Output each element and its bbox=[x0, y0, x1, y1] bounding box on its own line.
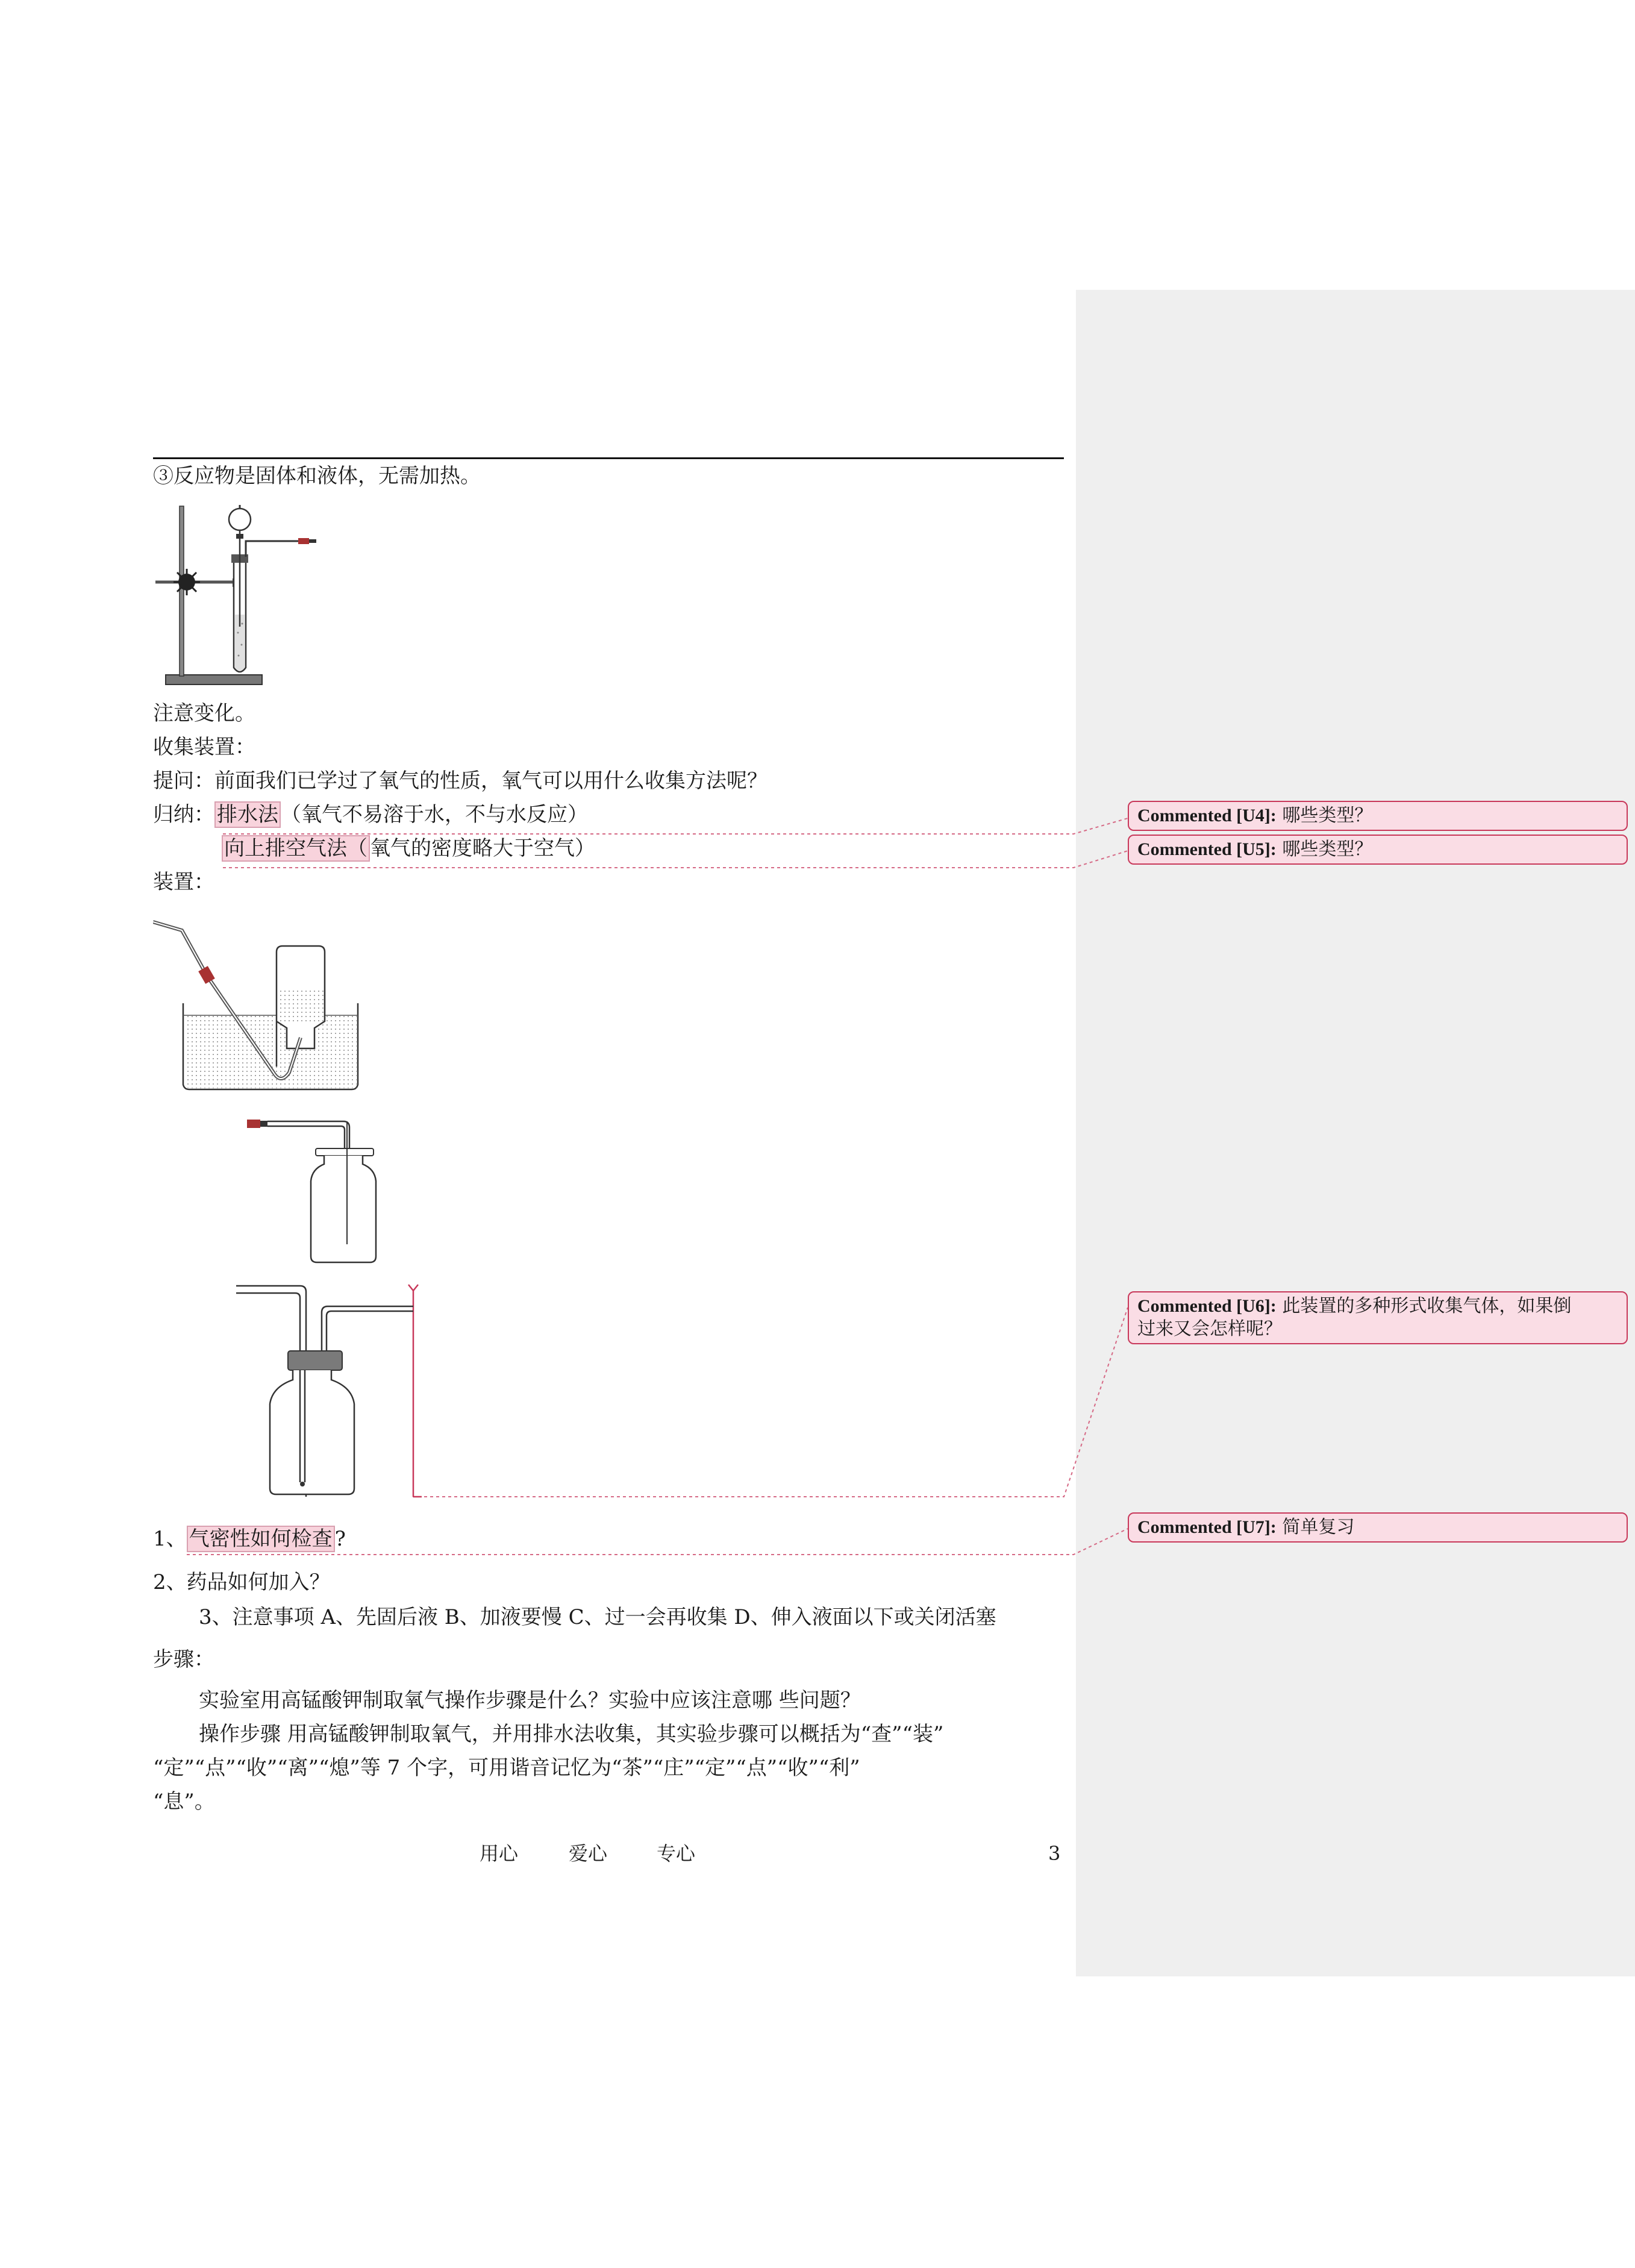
q1-line bbox=[153, 1526, 346, 1552]
comment-tag: Commented [U4]: bbox=[1137, 806, 1277, 825]
comment-u7[interactable] bbox=[1128, 1512, 1628, 1543]
comment-tag: Commented [U7]: bbox=[1137, 1517, 1277, 1537]
footer-motto-1: 用心 bbox=[480, 1842, 519, 1865]
method-water-displacement[interactable]: 排水法 bbox=[214, 801, 281, 828]
comment-text: 此装置的多种形式收集气体，如果倒 bbox=[1282, 1295, 1572, 1317]
para2-line3: “息”。 bbox=[153, 1790, 215, 1814]
comment-text: 简单复习 bbox=[1282, 1517, 1355, 1538]
method-upward-air[interactable]: 向上排空气法（ bbox=[222, 835, 370, 862]
header-rule bbox=[153, 457, 1064, 459]
comment-tag: Commented [U6]: bbox=[1137, 1296, 1277, 1316]
summary-line bbox=[153, 801, 588, 828]
q1-suffix: ? bbox=[334, 1527, 346, 1551]
gas-bottle-two-tube-figure bbox=[233, 1283, 425, 1500]
footer-motto-3: 专心 bbox=[657, 1842, 696, 1865]
footer-motto-2: 爱心 bbox=[569, 1842, 608, 1865]
device-line: 装置： bbox=[153, 870, 214, 894]
q2-line: 2、药品如何加入？ bbox=[153, 1570, 330, 1594]
comment-u6[interactable] bbox=[1128, 1291, 1628, 1344]
q1-highlight[interactable]: 气密性如何检查 bbox=[187, 1526, 335, 1552]
method-water-reason: （氧气不易溶于水，不与水反应） bbox=[281, 803, 588, 827]
para1: 实验室用高锰酸钾制取氧气操作步骤是什么？实验中应该注意哪 些问题？ bbox=[199, 1688, 861, 1712]
note-line: 注意变化。 bbox=[153, 701, 255, 725]
steps-label: 步骤： bbox=[153, 1647, 214, 1671]
comment-u5[interactable] bbox=[1128, 835, 1628, 865]
q3-line: 3、注意事项 A、先固后液 B、加液要慢 C、过一会再收集 D、伸入液面以下或关闭活塞 bbox=[199, 1605, 996, 1629]
comment-pane bbox=[1076, 290, 1635, 1976]
collect-line: 收集装置： bbox=[153, 735, 255, 759]
solid-liquid-apparatus-figure bbox=[151, 494, 331, 699]
page-number: 3 bbox=[1048, 1842, 1061, 1865]
summary-label: 归纳： bbox=[153, 803, 214, 827]
comment-text: 哪些类型？ bbox=[1282, 805, 1373, 826]
q1-prefix: 1、 bbox=[153, 1527, 187, 1551]
question-line: 提问：前面我们已学过了氧气的性质，氧气可以用什么收集方法呢？ bbox=[153, 769, 767, 793]
water-displacement-figure bbox=[153, 910, 364, 1097]
comment-tag: Commented [U5]: bbox=[1137, 839, 1277, 859]
method-upward-air-line bbox=[222, 835, 595, 862]
comment-u4[interactable] bbox=[1128, 801, 1628, 831]
method-upward-reason: 氧气的密度略大于空气） bbox=[370, 836, 595, 860]
comment-text: 哪些类型？ bbox=[1282, 839, 1373, 860]
reactant-line: ③反应物是固体和液体，无需加热。 bbox=[153, 464, 481, 488]
upward-air-bottle-figure bbox=[241, 1109, 386, 1265]
para2-line1: 操作步骤 用高锰酸钾制取氧气，并用排水法收集，其实验步骤可以概括为“查”“装” bbox=[199, 1722, 944, 1746]
para2-line2: “定”“点”“收”“离”“熄”等 7 个字，可用谐音记忆为“茶”“庄”“定”“点”“收”“利” bbox=[153, 1756, 860, 1780]
comment-text-continued: 过来又会怎样呢？ bbox=[1137, 1318, 1282, 1339]
